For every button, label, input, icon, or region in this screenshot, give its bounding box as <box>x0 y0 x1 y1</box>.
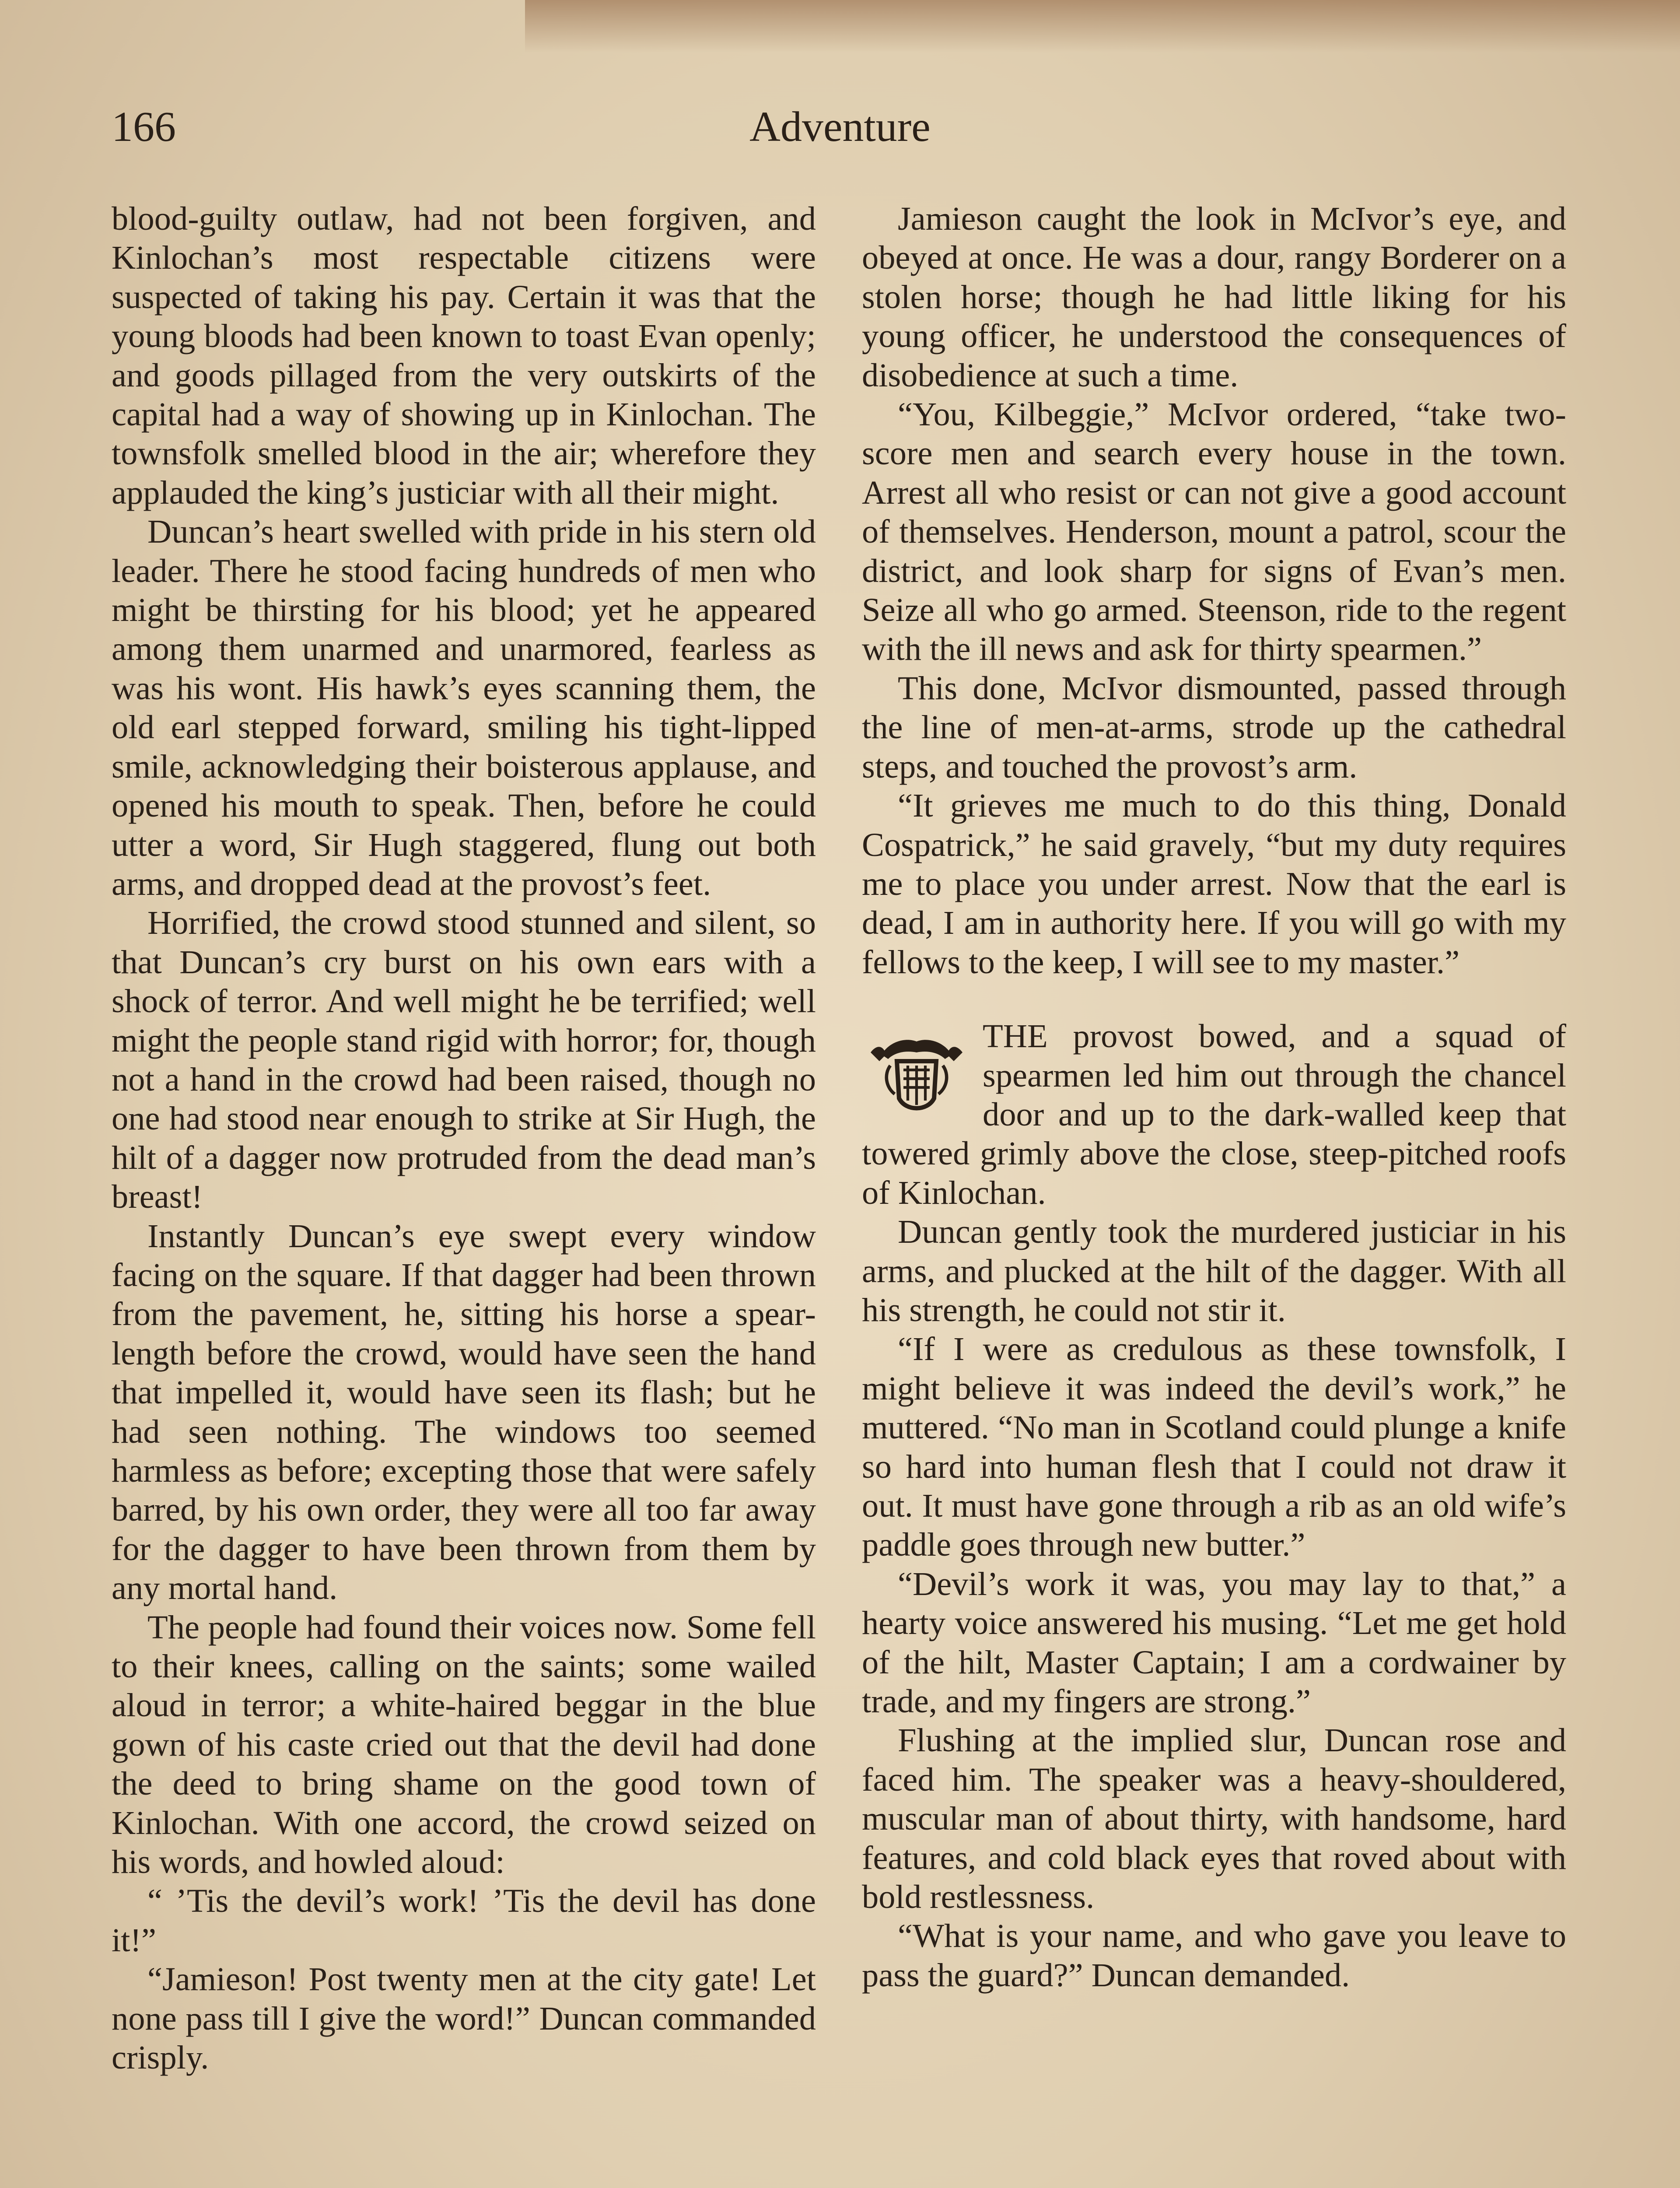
paragraph: Duncan’s heart swelled with pride in his stern old leader. There he stood facing hundreds of men who might be thirsting for his blood; yet he appeared among them unarmed and unarmored, fearless as was his wont. His hawk’s eyes scanning them, the old earl stepped forward, smiling his tight-lipped smile, acknowledging their boisterous applause, and opened his mouth to speak. Then, before he could utter a word, Sir Hugh staggered, flung out both arms, and dropped dead at the provost’s feet. <box>112 513 816 902</box>
paragraph: “Jamieson! Post twenty men at the city gate! Let none pass till I give the word!” Duncan commanded crisply. <box>112 1960 816 2076</box>
paragraph: “What is your name, and who gave you leave to pass the guard?” Duncan demanded. <box>862 1917 1566 1994</box>
helmet-shield-icon <box>862 1022 971 1131</box>
left-column <box>112 199 816 2077</box>
page-header <box>112 98 1568 155</box>
paragraph: Flushing at the implied slur, Duncan rose and faced him. The speaker was a heavy-shouldered, muscular man of about thirty, with handsome, hard features, and cold black eyes that roved about with bold restlessness. <box>862 1722 1566 1916</box>
paragraph: Horrified, the crowd stood stunned and silent, so that Duncan’s cry burst on his own ears with a shock of terror. And well might he be terrified; well might the people stand rigid with horror; for, though not a hand in the crowd had been raised, though no one had stood near enough to strike at Sir Hugh, the hilt of a dagger now protruded from the dead man’s breast! <box>112 904 816 1216</box>
paragraph: “Devil’s work it was, you may lay to that,” a hearty voice answered his musing. “Let me get hold of the hilt, Master Captain; I am a cordwainer by trade, and my fingers are strong.” <box>862 1565 1566 1720</box>
paragraph: Jamieson caught the look in McIvor’s eye, and obeyed at once. He was a dour, rangy Borderer on a stolen horse; though he had little liking for his young officer, he understood the consequences of disobedience at such a time. <box>862 200 1566 394</box>
right-column <box>862 199 1566 1995</box>
paragraph: THE provost bowed, and a squad of spearmen led him out through the chancel door and up to the dark-walled keep that towered grimly above the close, steep-pitched roofs of Kinlochan. <box>862 1017 1566 1211</box>
paragraph: This done, McIvor dismounted, passed through the line of men-at-arms, strode up the cathedral steps, and touched the provost’s arm. <box>862 669 1566 785</box>
paragraph: Duncan gently took the murdered justiciar in his arms, and plucked at the hilt of the dagger. With all his strength, he could not stir it. <box>862 1213 1566 1329</box>
paragraph: “ ’Tis the devil’s work! ’Tis the devil has done it!” <box>112 1882 816 1959</box>
paragraph: “If I were as credulous as these townsfolk, I might believe it was indeed the devil’s work,” he muttered. “No man in Scotland could plunge a knife so hard into human flesh that I could not draw it out. It must have gone through a rib as an old wife’s paddle goes through new butter.” <box>862 1330 1566 1564</box>
paragraph: blood-guilty outlaw, had not been forgiven, and Kinlochan’s most respectable citizens were suspected of taking his pay. Certain it was that the young bloods had been known to toast Evan openly; and goods pillaged from the very outskirts of the capital had a way of showing up in Kinlochan. The townsfolk smelled blood in the air; wherefore they applauded the king’s justiciar with all their might. <box>112 200 816 511</box>
paragraph: The people had found their voices now. Some fell to their knees, calling on the saints; some wailed aloud in terror; a white-haired beggar in the blue gown of his caste cried out that the devil had done the deed to bring shame on the good town of Kinlochan. With one accord, the crowd seized on his words, and howled aloud: <box>112 1608 816 1881</box>
page-stain <box>525 0 1680 53</box>
paragraph: Instantly Duncan’s eye swept every window facing on the square. If that dagger had been thrown from the pavement, he, sitting his horse a spear-length before the crowd, would have seen the hand that impelled it, would have seen its flash; but he had seen nothing. The windows too seemed harmless as before; excepting those that were safely barred, by his own order, they were all too far away for the dagger to have been thrown from them by any mortal hand. <box>112 1217 816 1607</box>
page-number: 166 <box>112 103 176 151</box>
paragraph: “You, Kilbeggie,” McIvor ordered, “take two-score men and search every house in the town. Arrest all who resist or can not give a good account of themselves. Henderson, mount a patrol, scour the district, and look sharp for signs of Evan’s men. Seize all who go armed. Steenson, ride to the regent with the ill news and ask for thirty spearmen.” <box>862 396 1566 668</box>
section-break-paragraph <box>862 1017 1566 1212</box>
paragraph: “It grieves me much to do this thing, Donald Cospatrick,” he said gravely, “but my duty requires me to place you under arrest. Now that the earl is dead, I am in authority here. If you will go with my fellows to the keep, I will see to my master.” <box>862 787 1566 981</box>
running-title: Adventure <box>749 103 931 151</box>
